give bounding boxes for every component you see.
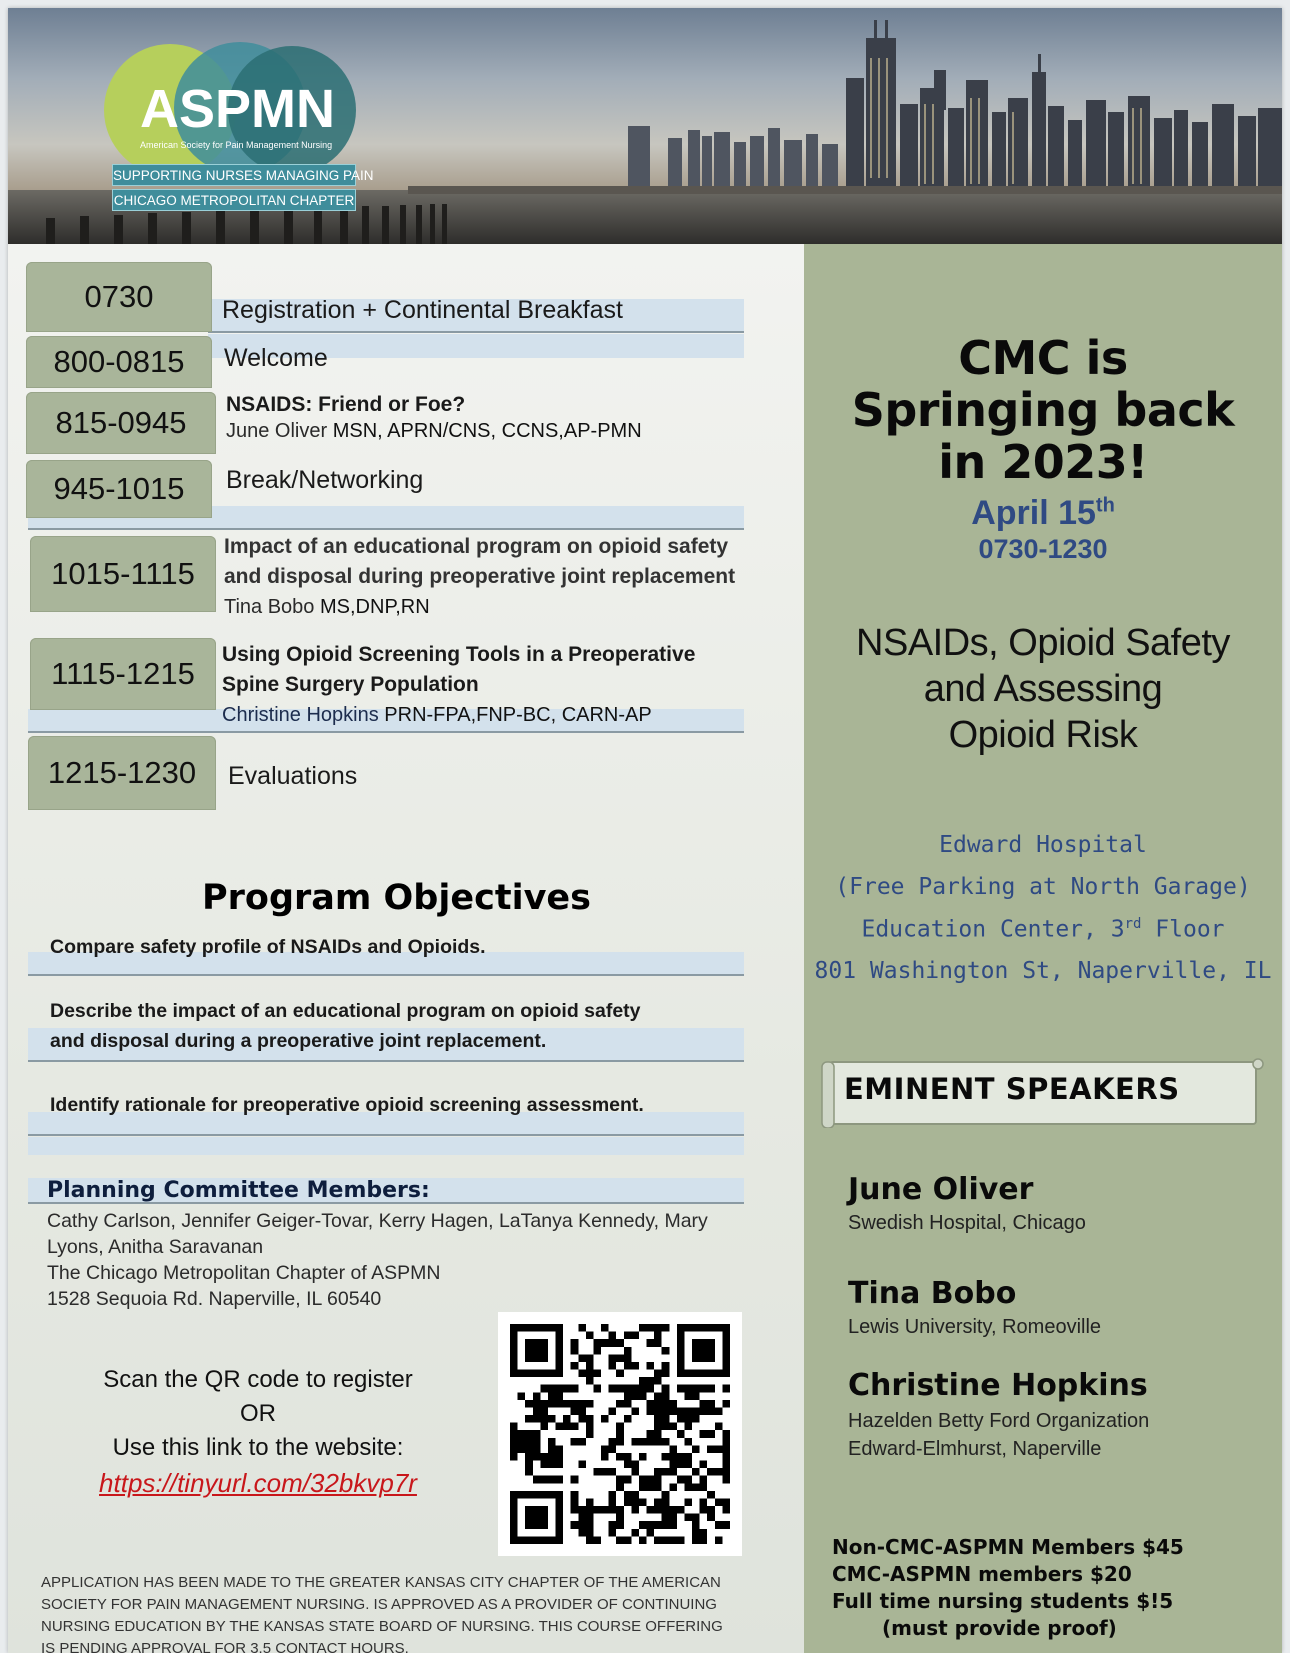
topic-line-3: Opioid Risk — [948, 714, 1138, 756]
objective-item: and disposal during a preoperative joint replacement. — [50, 1030, 547, 1052]
headline-line-3: in 2023! — [938, 435, 1148, 489]
session-evaluations: Evaluations — [228, 762, 358, 790]
event-time: 0730-1230 — [978, 534, 1108, 564]
session-impact-title-1: Impact of an educational program on opioid safety — [224, 535, 729, 558]
qr-code-icon — [510, 1324, 730, 1544]
session-nsaids-speaker: June Oliver MSN, APRN/CNS, CCNS,AP-PMN — [226, 420, 642, 442]
session-screening-title-1: Using Opioid Screening Tools in a Preoperative — [222, 643, 696, 666]
event-date: April 15th — [971, 494, 1115, 532]
venue-parking: (Free Parking at North Garage) — [835, 874, 1251, 900]
register-line-1: Scan the QR code to register — [103, 1366, 413, 1393]
speaker-name: Christine Hopkins — [848, 1368, 1148, 1403]
objective-item: Identify rationale for preoperative opioid screening assessment. — [50, 1094, 644, 1116]
register-link[interactable]: https://tinyurl.com/32bkvp7r — [99, 1468, 417, 1498]
objective-item: Describe the impact of an educational program on opioid safety — [50, 1000, 641, 1022]
price-line: Non-CMC-ASPMN Members $45 — [832, 1535, 1184, 1559]
time-1115: 1115-1215 — [30, 638, 216, 710]
venue-name: Edward Hospital — [939, 832, 1147, 858]
topic-line-1: NSAIDs, Opioid Safety — [856, 622, 1230, 664]
topic-line-2: and Assessing — [923, 668, 1163, 710]
speaker-name: Tina Bobo — [848, 1276, 1017, 1311]
session-nsaids-title: NSAIDS: Friend or Foe? — [226, 393, 466, 416]
objective-stripe — [28, 1137, 744, 1155]
header-banner — [8, 8, 1282, 244]
left-column — [8, 244, 804, 1653]
time-0800: 800-0815 — [26, 336, 212, 388]
objectives-title: Program Objectives — [202, 878, 591, 918]
logo-subtitle: American Society for Pain Management Nursing — [140, 140, 333, 150]
session-impact-title-2: and disposal during preoperative joint replacement — [224, 565, 736, 588]
time-0815: 815-0945 — [26, 392, 216, 454]
speaker-affiliation: Edward-Elmhurst, Naperville — [848, 1438, 1102, 1460]
time-0945: 945-1015 — [26, 460, 212, 518]
headline-line-2: Springing back — [851, 383, 1235, 437]
tagline-chapter: CHICAGO METROPOLITAN CHAPTER — [112, 189, 356, 211]
planning-line: Cathy Carlson, Jennifer Geiger-Tovar, Kerry Hagen, LaTanya Kennedy, Mary — [47, 1210, 708, 1232]
accreditation-disclaimer: APPLICATION HAS BEEN MADE TO THE GREATER KANSAS CITY CHAPTER OF THE AMERICAN SOCIETY FOR PAIN MANAGEMENT NURSING. IS APPROVED AS A PROVIDER OF CONTINUING NURSING EDUCATION BY THE KANSAS STATE BOARD OF NURSING. THIS COURSE OFFERING IS PENDING APPROVAL FOR 3.5 CONTACT HOURS. — [41, 1574, 723, 1653]
right-column — [804, 244, 1282, 1653]
price-line: CMC-ASPMN members $20 — [832, 1562, 1132, 1586]
session-welcome: Welcome — [224, 344, 328, 372]
venue-room: Education Center, 3rd Floor — [861, 916, 1225, 943]
headline-line-1: CMC is — [958, 331, 1128, 385]
time-1215: 1215-1230 — [28, 736, 216, 810]
planning-line: Lyons, Anitha Saravanan — [47, 1236, 264, 1258]
speaker-affiliation: Hazelden Betty Ford Organization — [848, 1410, 1150, 1432]
speaker-name: June Oliver — [848, 1172, 1034, 1207]
session-screening-title-2: Spine Surgery Population — [222, 673, 479, 696]
register-line-3: Use this link to the website: — [112, 1434, 404, 1461]
price-note: (must provide proof) — [882, 1616, 1117, 1640]
objective-item: Compare safety profile of NSAIDs and Opioids. — [50, 936, 486, 958]
speaker-affiliation: Lewis University, Romeoville — [848, 1316, 1102, 1338]
price-line: Full time nursing students $!5 — [832, 1589, 1174, 1613]
aspmn-logo — [92, 38, 382, 168]
register-line-2: OR — [240, 1400, 276, 1427]
speaker-affiliation: Swedish Hospital, Chicago — [848, 1212, 1086, 1234]
tagline-supporting: SUPPORTING NURSES MANAGING PAIN — [112, 164, 356, 186]
venue-address: 801 Washington St, Naperville, IL — [814, 958, 1272, 984]
session-registration: Registration + Continental Breakfast — [222, 296, 623, 324]
flyer-page — [8, 8, 1282, 1653]
speakers-heading: EMINENT SPEAKERS — [844, 1072, 1180, 1106]
planning-title: Planning Committee Members: — [47, 1178, 430, 1203]
planning-line: 1528 Sequoia Rd. Naperville, IL 60540 — [47, 1288, 382, 1310]
logo-title: ASPMN — [140, 79, 336, 139]
session-impact-speaker: Tina Bobo MS,DNP,RN — [224, 596, 430, 618]
session-screening-speaker: Christine Hopkins PRN-FPA,FNP-BC, CARN-AP — [222, 704, 652, 726]
registration-qr-code[interactable] — [498, 1312, 742, 1556]
speakers-banner — [820, 1058, 1266, 1128]
time-0730: 0730 — [26, 262, 212, 332]
time-1015: 1015-1115 — [30, 536, 216, 612]
session-break: Break/Networking — [226, 466, 424, 494]
planning-line: The Chicago Metropolitan Chapter of ASPMN — [47, 1262, 441, 1284]
